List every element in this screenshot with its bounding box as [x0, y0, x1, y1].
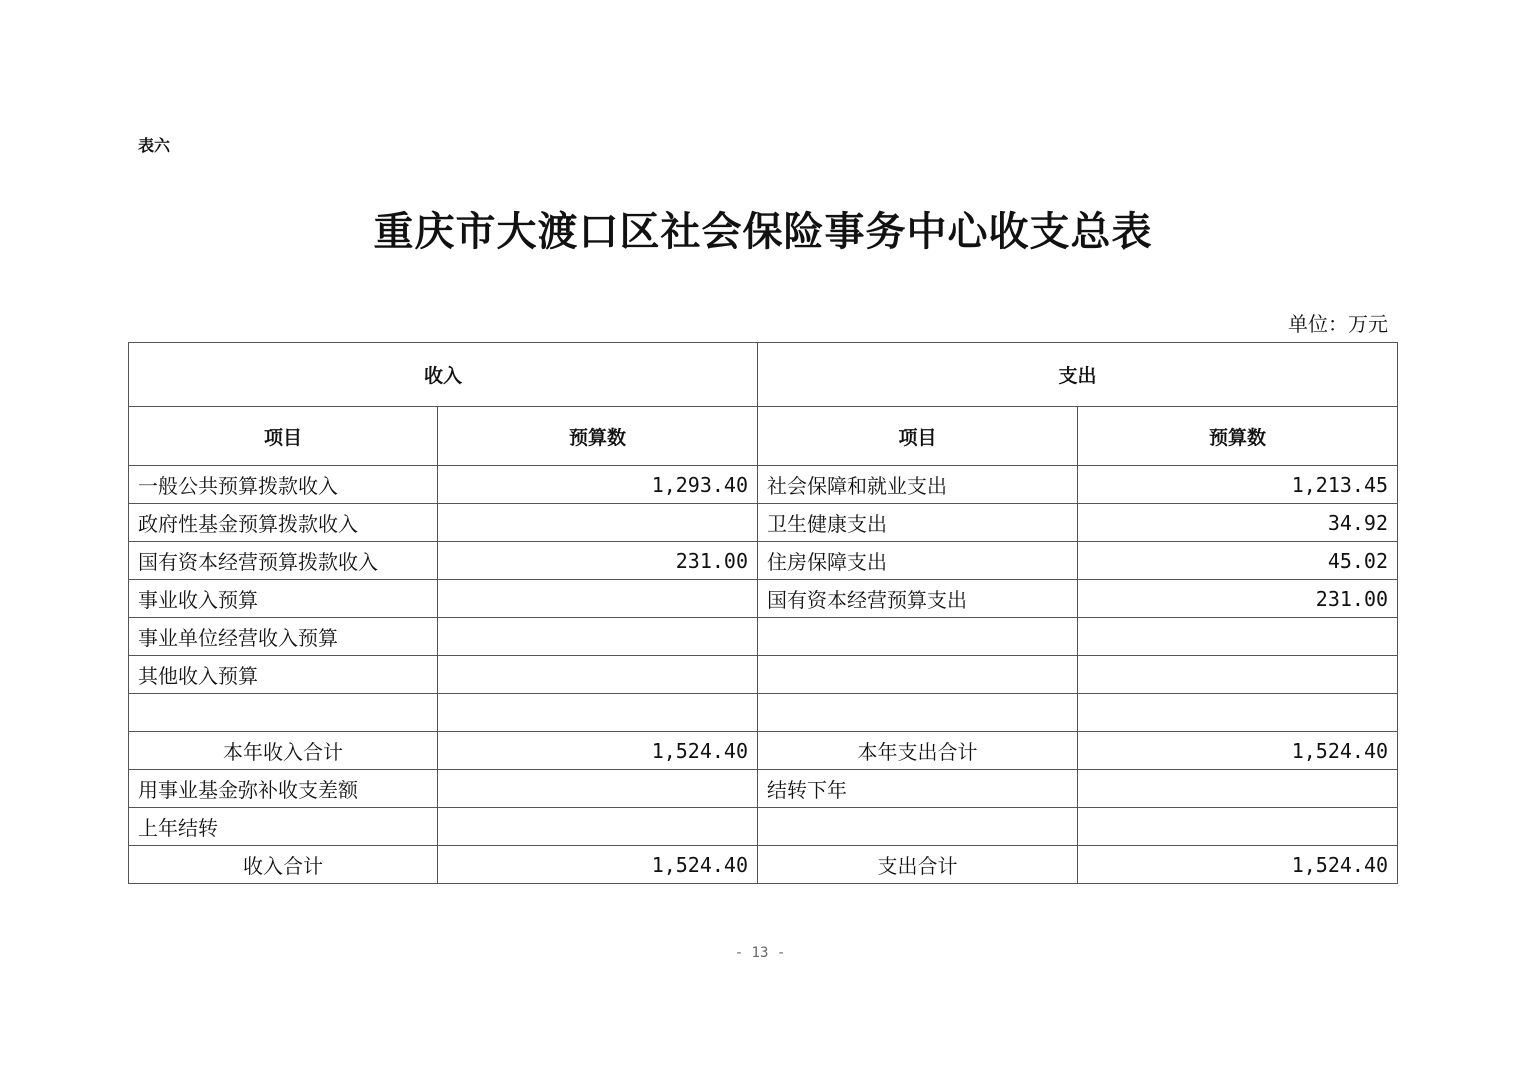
expenditure-item [758, 618, 1078, 656]
table-row [129, 504, 1398, 542]
income-amount [438, 770, 758, 808]
income-item: 用事业基金弥补收支差额 [129, 770, 438, 808]
expenditure-amount [1078, 808, 1398, 846]
income-amount [438, 656, 758, 694]
income-total-label: 收入合计 [129, 846, 438, 884]
expenditure-total-label: 支出合计 [758, 846, 1078, 884]
table-row [129, 770, 1398, 808]
income-subtotal-amount: 1,524.40 [438, 732, 758, 770]
table-row [129, 542, 1398, 580]
income-amount [438, 618, 758, 656]
expenditure-item-header: 项目 [758, 407, 1078, 466]
income-item [129, 694, 438, 732]
expenditure-amount [1078, 694, 1398, 732]
income-item: 其他收入预算 [129, 656, 438, 694]
table-row [129, 694, 1398, 732]
expenditure-subtotal-label: 本年支出合计 [758, 732, 1078, 770]
income-amount [438, 808, 758, 846]
expenditure-amount: 45.02 [1078, 542, 1398, 580]
expenditure-amount: 231.00 [1078, 580, 1398, 618]
table-row [129, 732, 1398, 770]
income-total-amount: 1,524.40 [438, 846, 758, 884]
income-amount: 231.00 [438, 542, 758, 580]
income-item: 上年结转 [129, 808, 438, 846]
table-row [129, 580, 1398, 618]
expenditure-item [758, 694, 1078, 732]
expenditure-amount-header: 预算数 [1078, 407, 1398, 466]
expenditure-section-header: 支出 [758, 343, 1398, 407]
expenditure-amount [1078, 618, 1398, 656]
section-header-row [129, 343, 1398, 407]
column-header-row [129, 407, 1398, 466]
income-amount-header: 预算数 [438, 407, 758, 466]
table-row [129, 466, 1398, 504]
page-number: - 13 - [734, 945, 786, 961]
income-subtotal-label: 本年收入合计 [129, 732, 438, 770]
expenditure-amount [1078, 656, 1398, 694]
expenditure-amount: 1,213.45 [1078, 466, 1398, 504]
income-amount [438, 694, 758, 732]
expenditure-item: 结转下年 [758, 770, 1078, 808]
table-row [129, 618, 1398, 656]
expenditure-item: 住房保障支出 [758, 542, 1078, 580]
income-section-header: 收入 [129, 343, 758, 407]
income-item: 政府性基金预算拨款收入 [129, 504, 438, 542]
table-row [129, 846, 1398, 884]
expenditure-item: 社会保障和就业支出 [758, 466, 1078, 504]
expenditure-item [758, 808, 1078, 846]
budget-table [128, 342, 1398, 884]
expenditure-amount: 34.92 [1078, 504, 1398, 542]
unit-label: 单位：万元 [1288, 312, 1388, 336]
expenditure-subtotal-amount: 1,524.40 [1078, 732, 1398, 770]
expenditure-item: 国有资本经营预算支出 [758, 580, 1078, 618]
income-amount: 1,293.40 [438, 466, 758, 504]
page-title: 重庆市大渡口区社会保险事务中心收支总表 [373, 208, 1153, 255]
expenditure-total-amount: 1,524.40 [1078, 846, 1398, 884]
income-item: 一般公共预算拨款收入 [129, 466, 438, 504]
income-amount [438, 504, 758, 542]
table-label: 表六 [138, 136, 171, 155]
table-row [129, 808, 1398, 846]
income-item: 事业单位经营收入预算 [129, 618, 438, 656]
income-amount [438, 580, 758, 618]
expenditure-amount [1078, 770, 1398, 808]
income-item-header: 项目 [129, 407, 438, 466]
expenditure-item [758, 656, 1078, 694]
expenditure-item: 卫生健康支出 [758, 504, 1078, 542]
income-item: 事业收入预算 [129, 580, 438, 618]
table-row [129, 656, 1398, 694]
income-item: 国有资本经营预算拨款收入 [129, 542, 438, 580]
